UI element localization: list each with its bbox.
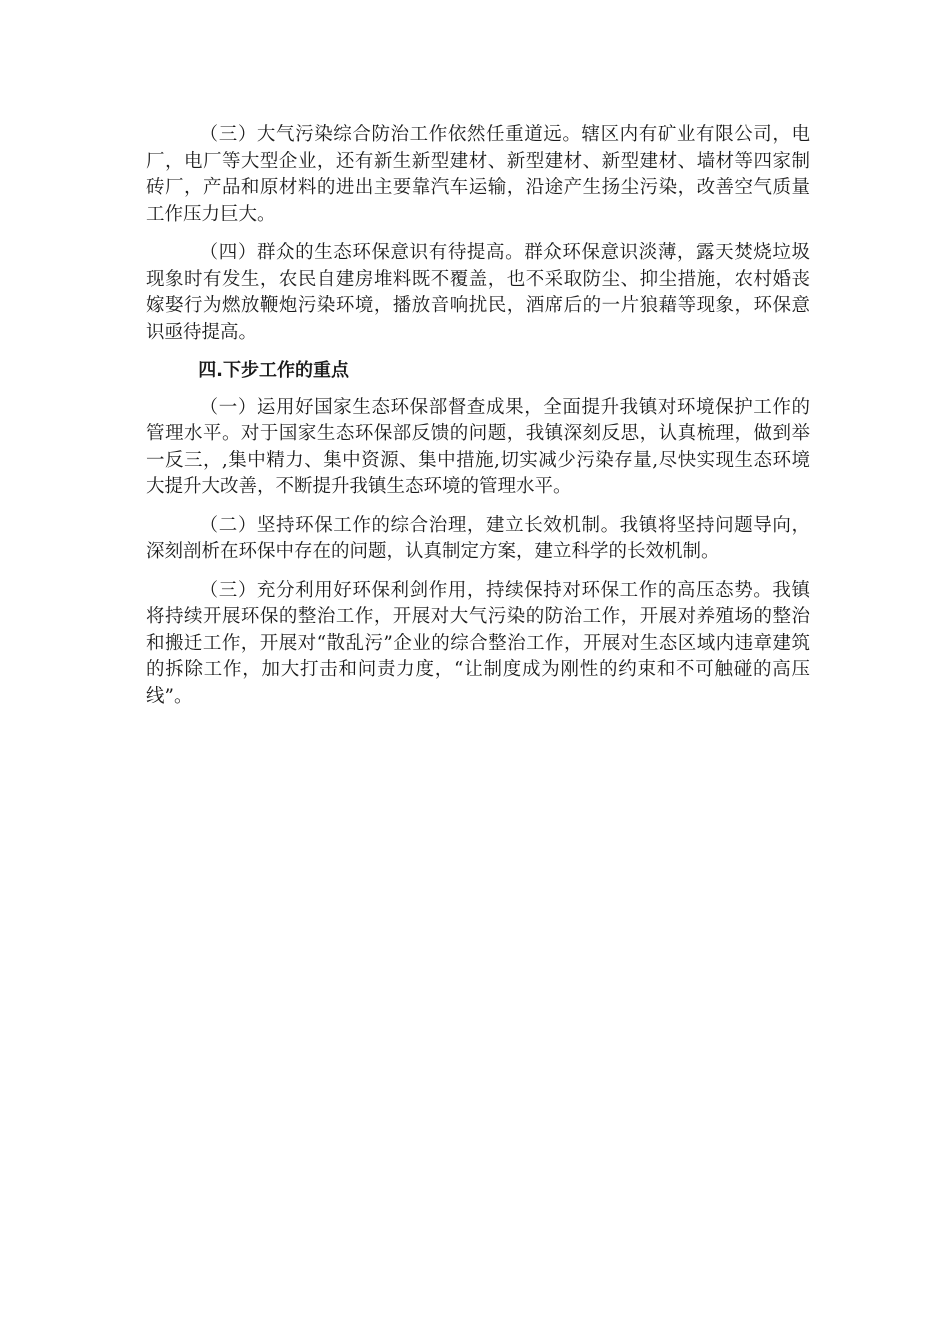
paragraph-item-3: （三）充分利用好环保利剑作用，持续保持对环保工作的高压态势。我镇将持续开展环保的整治工作，开展对大气污染的防治工作，开展对养殖场的整治和搬迁工作，开展对“散乱污”企业的综合整治工作，开展对生态区域内违章建筑的拆除工作，加大打击和问责力度，“让制度成为刚性的约束和不可触碰的高压线”。 — [146, 579, 810, 707]
paragraph-air-pollution: （三）大气污染综合防治工作依然任重道远。辖区内有矿业有限公司，电厂，电厂等大型企业，还有新生新型建材、新型建材、新型建材、墙材等四家制砖厂，产品和原材料的进出主要靠汽车运输，沿途产生扬尘污染，改善空气质量工作压力巨大。 — [146, 124, 810, 225]
paragraph-public-awareness: （四）群众的生态环保意识有待提高。群众环保意识淡薄，露天焚烧垃圾现象时有发生，农民自建房堆料既不覆盖，也不采取防尘、抑尘措施，农村婚丧嫁娶行为燃放鞭炮污染环境，播放音响扰民，酒席后的一片狼藉等现象，环保意识亟待提高。 — [146, 242, 810, 343]
document-body — [146, 122, 810, 722]
paragraph-item-2: （二）坚持环保工作的综合治理，建立长效机制。我镇将坚持问题导向，深刻剖析在环保中存在的问题，认真制定方案，建立科学的长效机制。 — [146, 514, 810, 562]
paragraph-item-1: （一）运用好国家生态环保部督查成果，全面提升我镇对环境保护工作的管理水平。对于国家生态环保部反馈的问题，我镇深刻反思，认真梳理，做到举一反三，,集中精力、集中资源、集中措施,切实减少污染存量,尽快实现生态环境大提升大改善，不断提升我镇生态环境的管理水平。 — [146, 396, 810, 497]
section-heading: 四.下步工作的重点 — [198, 360, 350, 381]
